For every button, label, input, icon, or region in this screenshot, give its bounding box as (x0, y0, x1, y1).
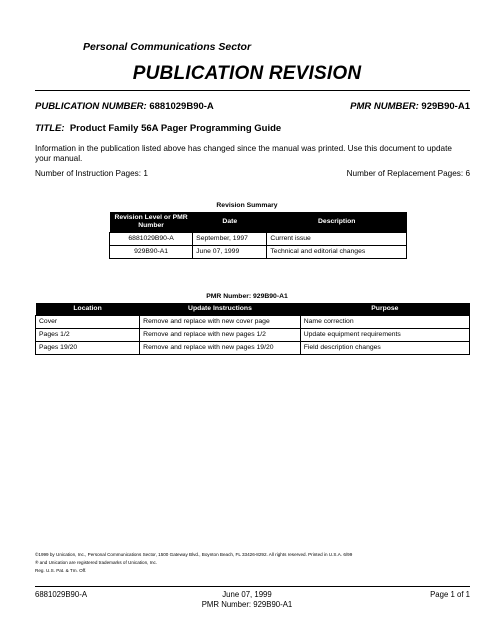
table-header-row (110, 212, 407, 233)
sector-name: Personal Communications Sector (83, 41, 252, 53)
table-cell: Remove and replace with new pages 19/20 (140, 342, 301, 355)
footer-date: June 07, 1999 (222, 590, 272, 599)
pmr-number-value: 929B90-A1 (421, 101, 470, 112)
column-header: Purpose (300, 303, 469, 316)
table-cell: Technical and editorial changes (267, 246, 407, 259)
footer-publication-number: 6881029B90-A (35, 590, 88, 599)
table-cell: Update equipment requirements (300, 329, 469, 342)
table-cell: 929B90-A1 (110, 246, 193, 259)
trademark-line: ® and Unication are registered trademarks of Unication, Inc. (35, 560, 158, 565)
revision-summary-table (109, 212, 407, 259)
table-cell: 6881029B90-A (110, 233, 193, 246)
publication-number-value: 6881029B90-A (149, 101, 214, 112)
instruction-pages-value: 1 (143, 169, 148, 178)
table-row (110, 233, 407, 246)
pmr-table (35, 303, 470, 355)
table-cell: September, 1997 (193, 233, 267, 246)
footer-divider (35, 586, 470, 587)
footer-pmr: PMR Number: 929B90-A1 (201, 600, 293, 609)
table-cell: Current issue (267, 233, 407, 246)
pmr-number (350, 101, 470, 112)
table-cell: Cover (36, 316, 140, 329)
page-title: PUBLICATION REVISION (132, 63, 362, 84)
instruction-pages (35, 169, 148, 178)
copyright-notice (35, 551, 475, 575)
table-cell: Remove and replace with new pages 1/2 (140, 329, 301, 342)
table-cell: June 07, 1999 (193, 246, 267, 259)
footer-page-number: Page 1 of 1 (430, 590, 470, 599)
table-row (36, 316, 470, 329)
replacement-pages-value: 6 (465, 169, 470, 178)
registration-line: Reg. U.S. Pat. & Tm. Off. (35, 568, 87, 573)
top-divider (35, 90, 470, 91)
table-header-row (36, 303, 470, 316)
publication-number-label: PUBLICATION NUMBER: (35, 101, 147, 112)
title-label: TITLE: (35, 123, 65, 134)
copyright-line: ©1999 by Unication, Inc., Personal Communications Sector, 1500 Gateway Blvd., Boynton Beach, FL 33426-8292. All rights reserved. Printed in U.S.A. 6/99 (35, 552, 353, 557)
table-row (36, 329, 470, 342)
table-row (110, 246, 407, 259)
table-cell: Pages 1/2 (36, 329, 140, 342)
column-header: Date (193, 212, 267, 233)
publication-number (35, 101, 214, 112)
table-row (36, 342, 470, 355)
column-header: Location (36, 303, 140, 316)
table-cell: Field description changes (300, 342, 469, 355)
replacement-pages (347, 169, 470, 178)
column-header: Revision Level or PMR Number (110, 212, 193, 233)
table-cell: Pages 19/20 (36, 342, 140, 355)
title-value: Product Family 56A Pager Programming Guide (69, 123, 282, 134)
replacement-pages-label: Number of Replacement Pages: (346, 169, 464, 178)
footer-center (0, 590, 494, 610)
column-header: Description (267, 212, 407, 233)
table-cell: Name correction (300, 316, 469, 329)
column-header: Update Instructions (140, 303, 301, 316)
pmr-table-caption: PMR Number: 929B90-A1 (206, 293, 288, 300)
pmr-number-label: PMR NUMBER: (350, 101, 419, 112)
instruction-pages-label: Number of Instruction Pages: (35, 169, 142, 178)
revision-summary-caption: Revision Summary (216, 202, 278, 209)
publication-title (35, 123, 281, 134)
table-cell: Remove and replace with new cover page (140, 316, 301, 329)
info-paragraph: Information in the publication listed above has changed since the manual was printed. Use this document to update your manual. (35, 144, 452, 163)
